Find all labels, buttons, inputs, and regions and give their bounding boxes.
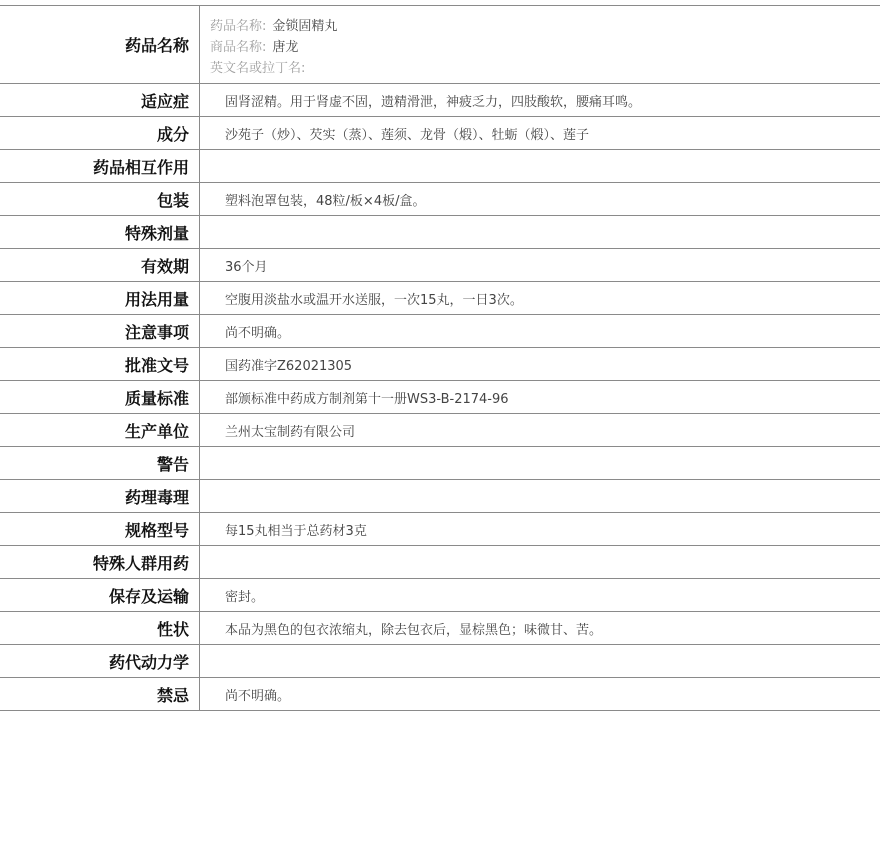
row-value: 本品为黑色的包衣浓缩丸，除去包衣后，显棕黑色；味微甘、苦。 — [225, 622, 603, 638]
row-label: 保存及运输 — [0, 579, 200, 611]
table-row-specification — [0, 513, 880, 546]
row-value — [200, 645, 880, 677]
generic-name-key: 药品名称: — [210, 19, 267, 34]
row-label: 规格型号 — [0, 513, 200, 545]
english-name-line — [210, 58, 311, 79]
table-row-approval-number — [0, 348, 880, 381]
row-value: 空腹用淡盐水或温开水送服，一次15丸，一日3次。 — [225, 292, 523, 308]
row-value: 部颁标准中药成方制剂第十一册WS3-B-2174-96 — [225, 391, 509, 407]
drug-info-table — [0, 5, 880, 711]
row-label: 药代动力学 — [0, 645, 200, 677]
row-value — [200, 546, 880, 578]
table-row-manufacturer — [0, 414, 880, 447]
generic-name-line — [210, 16, 337, 37]
row-label-drug-name: 药品名称 — [0, 6, 200, 83]
row-value: 密封。 — [225, 589, 265, 605]
row-value: 尚不明确。 — [225, 325, 291, 341]
row-label: 特殊人群用药 — [0, 546, 200, 578]
row-label: 适应症 — [0, 84, 200, 116]
row-label: 药品相互作用 — [0, 150, 200, 182]
row-label: 生产单位 — [0, 414, 200, 446]
drug-names-cell — [200, 6, 880, 83]
table-row-special-populations — [0, 546, 880, 579]
table-row-usage-dosage — [0, 282, 880, 315]
row-value: 国药准字Z62021305 — [225, 358, 353, 374]
row-label: 药理毒理 — [0, 480, 200, 512]
row-label: 特殊剂量 — [0, 216, 200, 248]
trade-name-key: 商品名称: — [210, 40, 267, 55]
row-value: 每15丸相当于总药材3克 — [225, 523, 367, 539]
table-row-shelf-life — [0, 249, 880, 282]
table-row-storage-transport — [0, 579, 880, 612]
row-label: 有效期 — [0, 249, 200, 281]
row-value — [200, 447, 880, 479]
table-row-quality-standard — [0, 381, 880, 414]
table-row-precautions — [0, 315, 880, 348]
row-value: 36个月 — [225, 259, 268, 275]
table-row-special-dosage — [0, 216, 880, 249]
row-value: 塑料泡罩包装，48粒/板×4板/盒。 — [225, 193, 426, 209]
table-row-warnings — [0, 447, 880, 480]
row-value — [200, 216, 880, 248]
table-row-pharmacology-toxicology — [0, 480, 880, 513]
generic-name-value: 金锁固精丸 — [272, 19, 338, 34]
row-label: 质量标准 — [0, 381, 200, 413]
row-value: 固肾涩精。用于肾虚不固，遗精滑泄，神疲乏力，四肢酸软，腰痛耳鸣。 — [225, 94, 642, 110]
table-row-packaging — [0, 183, 880, 216]
table-row-pharmacokinetics — [0, 645, 880, 678]
table-row-ingredients — [0, 117, 880, 150]
english-name-key: 英文名或拉丁名: — [210, 61, 306, 76]
table-row-drug-names — [0, 6, 880, 84]
row-value: 尚不明确。 — [225, 688, 291, 704]
row-label: 批准文号 — [0, 348, 200, 380]
row-label: 警告 — [0, 447, 200, 479]
row-value — [200, 150, 880, 182]
table-row-indications — [0, 84, 880, 117]
table-row-contraindications — [0, 678, 880, 711]
row-value: 兰州太宝制药有限公司 — [225, 424, 356, 440]
row-value: 沙苑子（炒）、芡实（蒸）、莲须、龙骨（煅）、牡蛎（煅）、莲子 — [225, 127, 590, 143]
table-row-interactions — [0, 150, 880, 183]
trade-name-line — [210, 37, 298, 58]
table-row-appearance — [0, 612, 880, 645]
row-label: 用法用量 — [0, 282, 200, 314]
row-value — [200, 480, 880, 512]
row-label: 禁忌 — [0, 678, 200, 710]
row-label: 性状 — [0, 612, 200, 644]
trade-name-value: 唐龙 — [272, 40, 299, 55]
row-label: 成分 — [0, 117, 200, 149]
row-label: 注意事项 — [0, 315, 200, 347]
row-label: 包装 — [0, 183, 200, 215]
